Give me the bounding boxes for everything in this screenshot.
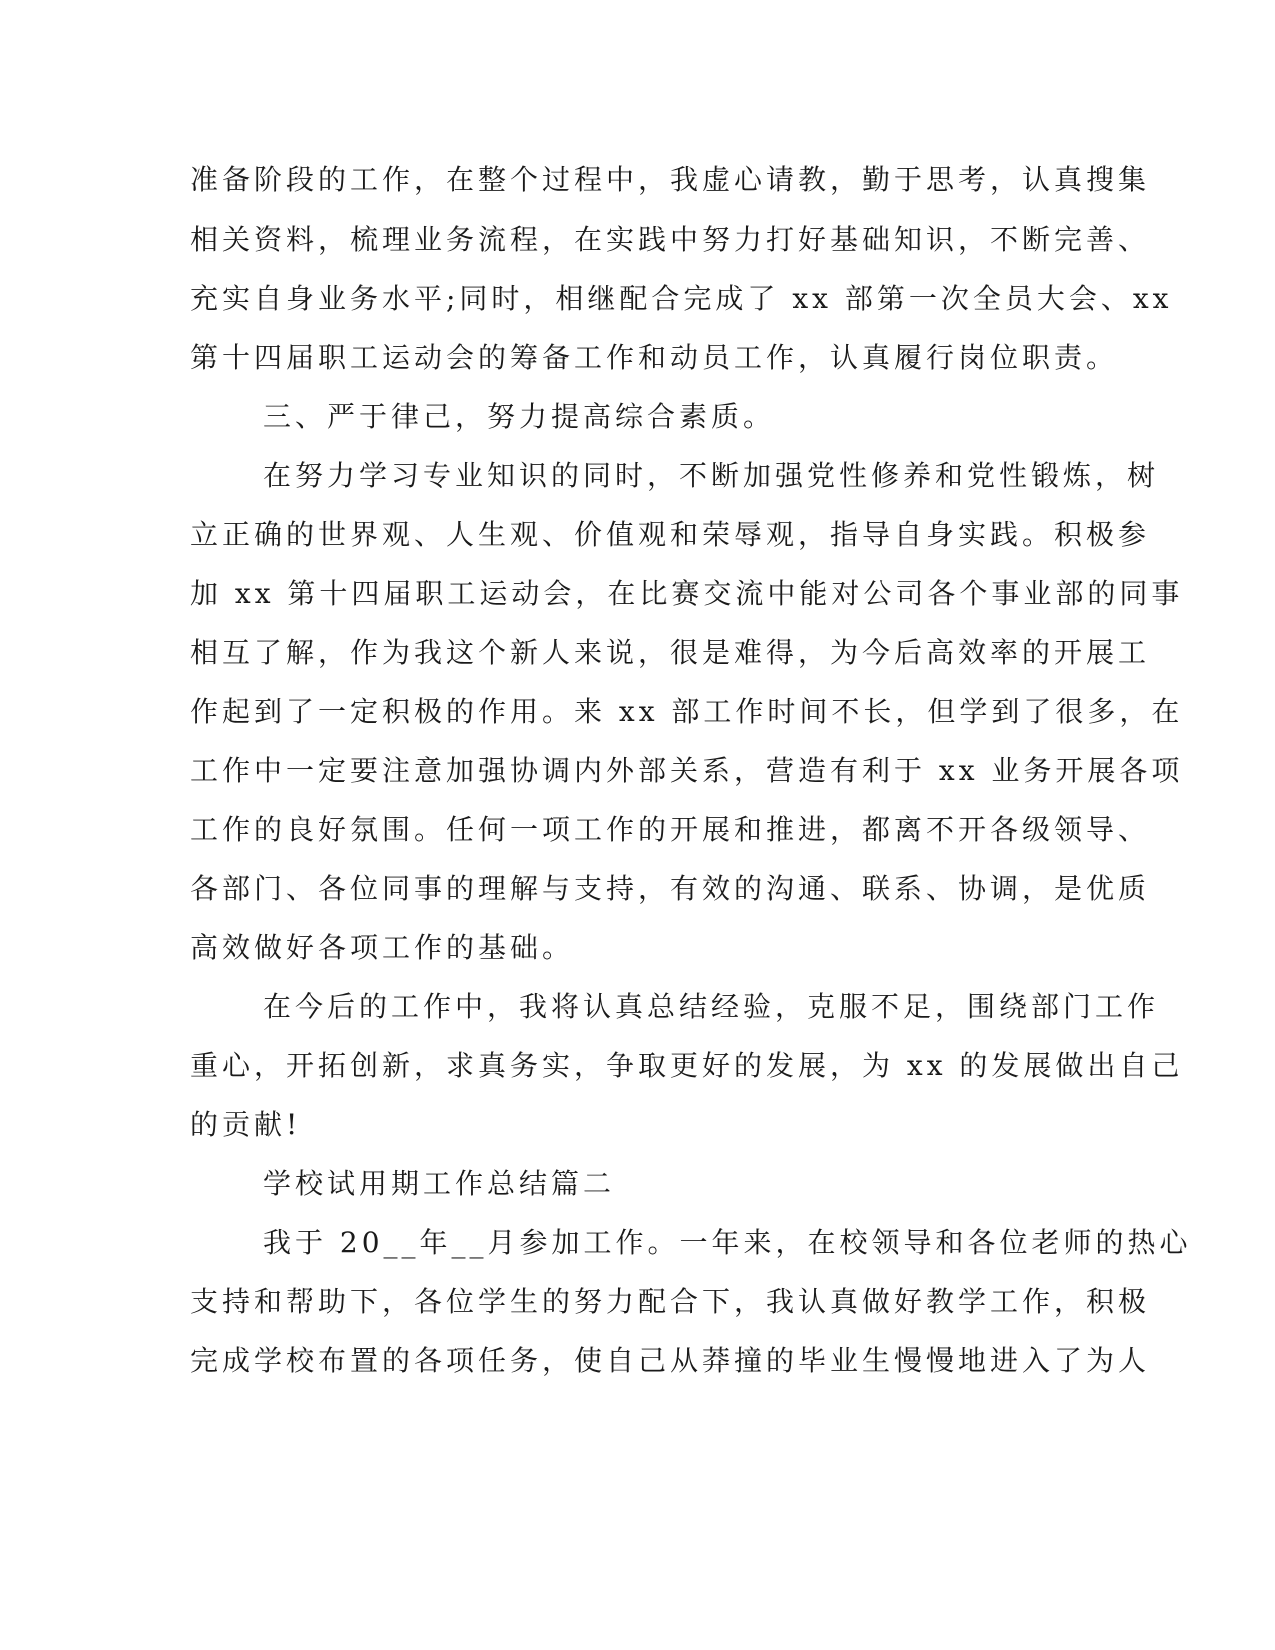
body-text-line: 准备阶段的工作，在整个过程中，我虚心请教，勤于思考，认真搜集: [190, 163, 1151, 196]
body-text-line: 作起到了一定积极的作用。来 xx 部工作时间不长，但学到了很多，在: [190, 695, 1184, 728]
body-text-line: 在今后的工作中，我将认真总结经验，克服不足，围绕部门工作: [263, 990, 1160, 1023]
body-text-line: 相互了解，作为我这个新人来说，很是难得，为今后高效率的开展工: [190, 636, 1151, 669]
body-text-line: 在努力学习专业知识的同时，不断加强党性修养和党性锻炼，树: [263, 459, 1160, 492]
body-text-line: 我于 20__年__月参加工作。一年来，在校领导和各位老师的热心: [263, 1226, 1192, 1259]
body-text-line: 相关资料，梳理业务流程，在实践中努力打好基础知识，不断完善、: [190, 223, 1151, 256]
body-text-line: 充实自身业务水平;同时，相继配合完成了 xx 部第一次全员大会、xx: [190, 282, 1173, 315]
section-heading: 三、严于律己，努力提高综合素质。: [263, 400, 776, 433]
body-text-line: 重心，开拓创新，求真务实，争取更好的发展，为 xx 的发展做出自己: [190, 1049, 1184, 1082]
body-text-line: 完成学校布置的各项任务，使自己从莽撞的毕业生慢慢地进入了为人: [190, 1344, 1151, 1377]
body-text-line: 工作中一定要注意加强协调内外部关系，营造有利于 xx 业务开展各项: [190, 754, 1184, 787]
body-text-line: 工作的良好氛围。任何一项工作的开展和推进，都离不开各级领导、: [190, 813, 1151, 846]
body-text-line: 各部门、各位同事的理解与支持，有效的沟通、联系、协调，是优质: [190, 872, 1151, 905]
body-text-line: 立正确的世界观、人生观、价值观和荣辱观，指导自身实践。积极参: [190, 518, 1151, 551]
body-text-line: 的贡献!: [190, 1108, 302, 1141]
body-text-line: 高效做好各项工作的基础。: [190, 931, 575, 964]
section-title: 学校试用期工作总结篇二: [263, 1167, 616, 1200]
body-text-line: 支持和帮助下，各位学生的努力配合下，我认真做好教学工作，积极: [190, 1285, 1151, 1318]
body-text-line: 加 xx 第十四届职工运动会，在比赛交流中能对公司各个事业部的同事: [190, 577, 1184, 610]
body-text-line: 第十四届职工运动会的筹备工作和动员工作，认真履行岗位职责。: [190, 341, 1119, 374]
